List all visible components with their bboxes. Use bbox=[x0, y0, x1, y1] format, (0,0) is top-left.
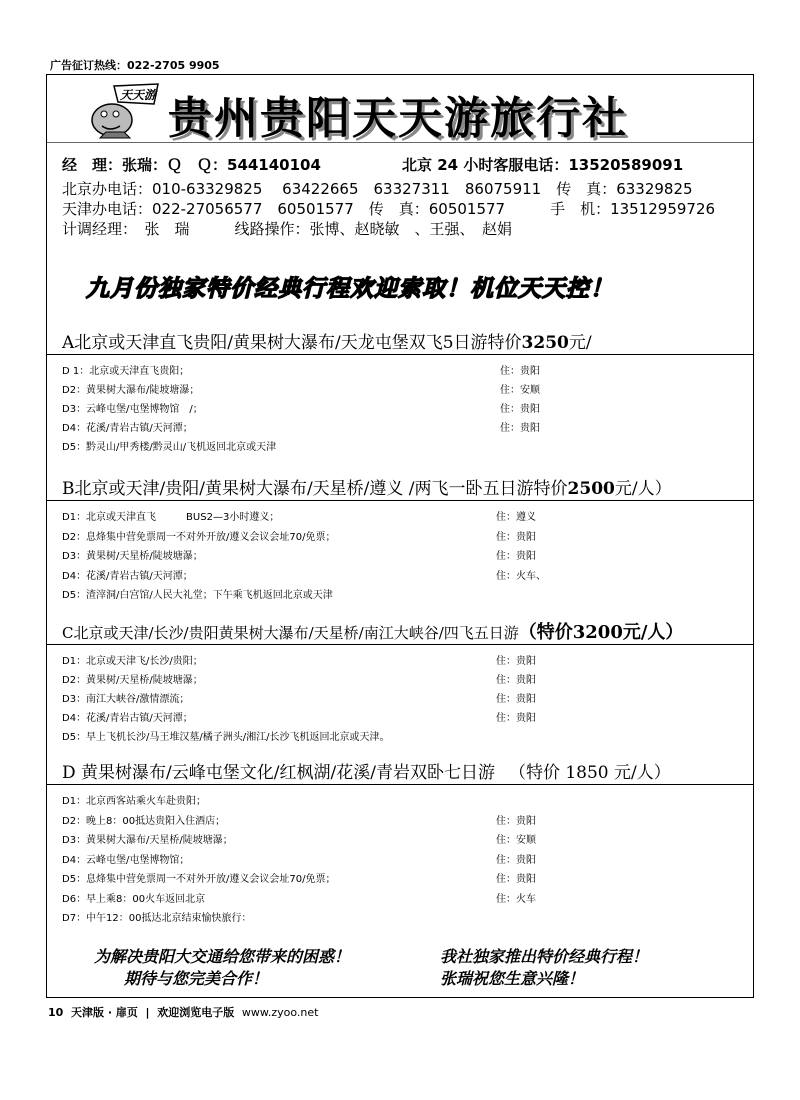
itinerary-day: D3：黄果树/天星桥/陡坡塘瀑； bbox=[62, 551, 203, 562]
itinerary-stay: 住：贵阳 bbox=[496, 874, 536, 885]
itinerary-stay: 住：火车 bbox=[496, 893, 536, 905]
page-footer bbox=[48, 1004, 318, 1020]
itinerary-stay: 住：贵阳 bbox=[496, 531, 536, 543]
itinerary-day: D6：早上乘8：00火车返回北京 bbox=[62, 893, 206, 905]
itinerary-day: D5：早上飞机长沙/马王堆汉墓/橘子洲头/湘江/长沙飞机返回北京或天津。 bbox=[62, 732, 390, 743]
itinerary-stay: 住：贵阳 bbox=[496, 854, 536, 866]
itinerary-day: D3：南江大峡谷/激情漂流； bbox=[62, 694, 190, 705]
mascot-text: 天天游 bbox=[120, 88, 157, 102]
itinerary-day: D1：北京西客站乘火车赴贵阳； bbox=[62, 796, 207, 807]
slogan-2: 我社独家推出特价经典行程！ bbox=[440, 947, 649, 966]
slogan-1: 为解决贵阳大交通给您带来的困惑！ bbox=[94, 947, 351, 966]
company-name: 贵州贵阳天天游旅行社 bbox=[168, 93, 628, 144]
itinerary-day: D3：云峰屯堡/屯堡博物馆 /； bbox=[62, 404, 203, 415]
route-d-title: D 黄果树瀑布/云峰屯堡文化/红枫湖/花溪/青岩双卧七日游 （特价 1850 元/人） bbox=[62, 763, 671, 783]
itinerary-day: D3：黄果树大瀑布/天星桥/陡坡塘瀑； bbox=[62, 835, 233, 846]
itinerary-day: D2：息烽集中营免票周一不对外开放/遵义会议会址70/免票； bbox=[62, 531, 336, 543]
itinerary-day: D2：黄果树/天星桥/陡坡塘瀑； bbox=[62, 675, 203, 686]
browse-text: 欢迎浏览电子版 bbox=[157, 1006, 235, 1019]
itinerary-stay: 住：贵阳 bbox=[496, 713, 536, 724]
slogan-4: 张瑞祝您生意兴隆！ bbox=[440, 969, 585, 988]
page-number: 10 bbox=[48, 1006, 64, 1019]
itinerary-day: D7：中午12：00抵达北京结束愉快旅行： bbox=[62, 913, 252, 924]
divider bbox=[46, 354, 754, 355]
itinerary-day: D4：花溪/青岩古镇/天河潭； bbox=[62, 423, 193, 434]
itinerary-day: D4：花溪/青岩古镇/天河潭； bbox=[62, 713, 193, 724]
itinerary-stay: 住：安顺 bbox=[500, 385, 540, 396]
itinerary-day: D1：北京或天津直飞 BUS2—3小时遵义； bbox=[62, 512, 280, 523]
itinerary-day: D2：晚上8：00抵达贵阳入住酒店； bbox=[62, 815, 226, 827]
itinerary-stay: 住：火车、 bbox=[496, 570, 546, 582]
itinerary-stay: 住：安顺 bbox=[496, 835, 536, 846]
itinerary-day: D4：花溪/青岩古镇/天河潭； bbox=[62, 570, 193, 582]
itinerary-stay: 住：贵阳 bbox=[496, 551, 536, 562]
itinerary-day: D2：黄果树大瀑布/陡坡塘瀑； bbox=[62, 385, 200, 396]
staff-line: 计调经理： 张 瑞 线路操作：张博、赵晓敏 、王强、 赵娟 bbox=[62, 220, 513, 238]
hotline-24h: 北京 24 小时客服电话：13520589091 bbox=[402, 156, 684, 174]
itinerary-day: D5：息烽集中营免票周一不对外开放/遵义会议会址70/免票； bbox=[62, 874, 336, 885]
itinerary-day: D4：云峰屯堡/屯堡博物馆； bbox=[62, 854, 190, 866]
slogan-3: 期待与您完美合作！ bbox=[124, 969, 269, 988]
divider bbox=[46, 644, 754, 645]
edition: 天津版 · 扉页 bbox=[70, 1006, 138, 1019]
route-c-title: C北京或天津/长沙/贵阳黄果树大瀑布/天星桥/南江大峡谷/四飞五日游（特价3200元/人） bbox=[62, 622, 684, 643]
route-a-title: A北京或天津直飞贵阳/黄果树大瀑布/天龙屯堡双飞5日游特价3250元/ bbox=[62, 333, 592, 353]
mascot-logo-icon bbox=[80, 80, 160, 142]
itinerary-stay: 住：贵阳 bbox=[500, 423, 540, 434]
itinerary-stay: 住：贵阳 bbox=[500, 404, 540, 415]
manager-line: 经 理：张瑞：Ｑ Ｑ：544140104 bbox=[62, 156, 321, 174]
itinerary-stay: 住：贵阳 bbox=[496, 656, 536, 667]
itinerary-day: D5：黔灵山/甲秀楼/黔灵山/飞机返回北京或天津 bbox=[62, 442, 277, 453]
itinerary-stay: 住：遵义 bbox=[496, 512, 536, 523]
itinerary-stay: 住：贵阳 bbox=[500, 366, 540, 377]
itinerary-day: D1：北京或天津飞/长沙/贵阳； bbox=[62, 656, 203, 667]
divider bbox=[46, 500, 754, 501]
itinerary-day: D5：渣滓洞/白宫馆/人民大礼堂；下午乘飞机返回北京或天津 bbox=[62, 590, 333, 601]
divider bbox=[46, 784, 754, 785]
beijing-office: 北京办电话：010-63329825 63422665 63327311 86075911 传 真：63329825 bbox=[62, 180, 693, 198]
ad-hotline: 广告征订热线：022-2705 9905 bbox=[50, 59, 220, 72]
itinerary-day: D 1：北京或天津直飞贵阳； bbox=[62, 366, 190, 377]
route-b-title: B北京或天津/贵阳/黄果树大瀑布/天星桥/遵义 /两飞一卧五日游特价2500元/人） bbox=[62, 479, 672, 499]
tianjin-office: 天津办电话：022-27056577 60501577 传 真：60501577 手 机：13512959726 bbox=[62, 200, 716, 218]
site-link[interactable]: www.zyoo.net bbox=[241, 1006, 319, 1019]
itinerary-stay: 住：贵阳 bbox=[496, 675, 536, 686]
footer-divider: | bbox=[145, 1006, 150, 1019]
promo-banner: 九月份独家特价经典行程欢迎索取！机位天天控！ bbox=[86, 276, 614, 302]
itinerary-stay: 住：贵阳 bbox=[496, 815, 536, 827]
itinerary-stay: 住：贵阳 bbox=[496, 694, 536, 705]
